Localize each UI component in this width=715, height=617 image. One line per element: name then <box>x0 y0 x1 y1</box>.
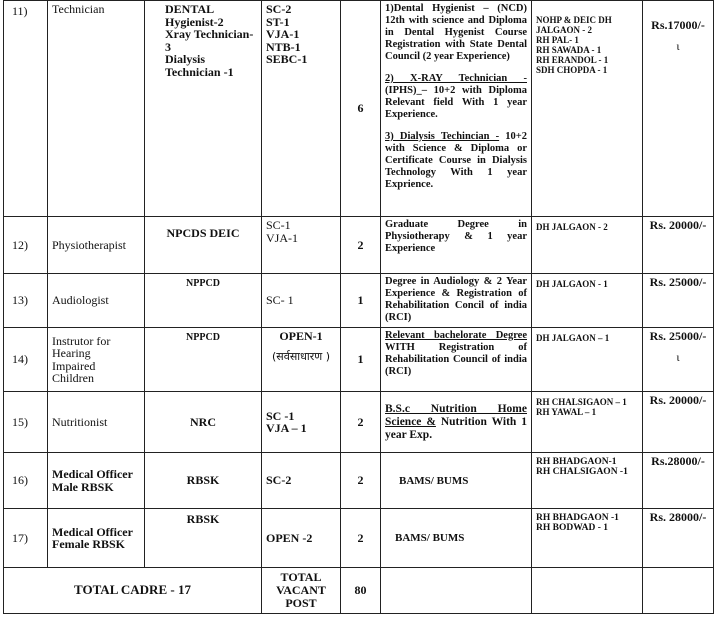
post-name <box>48 509 145 568</box>
table-row <box>4 274 714 328</box>
salary-value: Rs.17000/- <box>651 18 705 32</box>
reservation-line: SC-1 <box>266 218 291 232</box>
total-count: 80 <box>341 568 381 614</box>
qualification-dialysis <box>385 131 527 191</box>
vacancy-count: 6 <box>341 1 381 217</box>
scheme-line: Dialysis <box>165 52 206 66</box>
qualification-body: 10+2 with Science & Diploma or Certificate Course in Dialysis Technology With 1 year Exprience. <box>385 131 528 190</box>
place-cell: DH JALGAON – 1 <box>532 328 643 392</box>
scheme-cell: RBSK <box>145 509 262 568</box>
vacancy-count: 2 <box>341 453 381 509</box>
vacancy-count: 2 <box>341 392 381 453</box>
scheme-cell: NPPCD <box>145 328 262 392</box>
scheme-cell <box>145 1 262 217</box>
scheme-cell: NPCDS DEIC <box>145 217 262 274</box>
total-cadre-label: TOTAL CADRE - 17 <box>4 568 262 614</box>
place-line: RH CHALSIGAON -1 <box>536 467 628 477</box>
total-label-line: POST <box>285 596 317 610</box>
salary-cell: Rs.28000/- <box>643 453 714 509</box>
qualification-cell: BAMS/ BUMS <box>381 453 532 509</box>
serial-number: 16) <box>4 453 48 509</box>
salary-cell <box>643 328 714 392</box>
qualification-cell: BAMS/ BUMS <box>381 509 532 568</box>
salary-cell <box>643 1 714 217</box>
place-line: RH BHADGAON -1 <box>536 513 619 523</box>
scheme-line: Xray Technician- 3 <box>165 27 254 54</box>
post-line: Medical Officer <box>52 467 133 481</box>
place-cell <box>532 453 643 509</box>
place-line: RH ERANDOL - 1 <box>536 55 609 65</box>
post-line: Children <box>52 371 94 385</box>
place-cell: DH JALGAON - 2 <box>532 217 643 274</box>
reservation-line: OPEN-1 <box>279 329 323 343</box>
qualification-cell <box>381 392 532 453</box>
reservation-line: SEBC-1 <box>266 52 308 66</box>
place-line: RH CHALSIGAON – 1 <box>536 397 627 407</box>
reservation-cell <box>262 328 341 392</box>
empty-cell <box>381 568 532 614</box>
salary-cell: Rs. 28000/- <box>643 509 714 568</box>
place-line: RH PAL- 1 <box>536 35 579 45</box>
vacancy-count: 1 <box>341 274 381 328</box>
post-line: Impaired <box>52 358 96 373</box>
table-row <box>4 217 714 274</box>
qualification-dental: 1)Dental Hygienist – (NCD) 12th with science and Diploma in Dental Hygenist Course Registration with State Dental Council (2 year Experience) <box>385 3 527 62</box>
place-line: RH SAWADA - 1 <box>536 45 602 55</box>
place-line: NOHP & DEIC DH <box>536 15 612 25</box>
scheme-cell: NPPCD <box>145 274 262 328</box>
vacancy-count: 2 <box>341 509 381 568</box>
qualification-body: (IPHS)_– 10+2 with Diploma Relevant field With 1 year Experience. <box>385 85 527 120</box>
scheme-cell: NRC <box>145 392 262 453</box>
post-name: Audiologist <box>48 274 145 328</box>
place-line: RH YAWAL – 1 <box>536 407 597 417</box>
vacancy-count: 1 <box>341 328 381 392</box>
place-cell <box>532 1 643 217</box>
salary-mark: ι <box>676 38 680 53</box>
reservation-line: VJA-1 <box>266 27 300 41</box>
place-line: RH BODWAD - 1 <box>536 523 609 533</box>
table-row <box>4 453 714 509</box>
post-name: Nutritionist <box>48 392 145 453</box>
scheme-cell: RBSK <box>145 453 262 509</box>
table-row <box>4 392 714 453</box>
reservation-line: SC-2 <box>266 2 292 16</box>
reservation-cell: SC- 1 <box>262 274 341 328</box>
salary-mark: ι <box>676 349 680 364</box>
qualification-cell <box>381 328 532 392</box>
total-label-line: VACANT <box>276 583 326 597</box>
table-row <box>4 1 714 217</box>
post-name: Physiotherapist <box>48 217 145 274</box>
serial-number: 14) <box>4 328 48 392</box>
serial-number: 12) <box>4 217 48 274</box>
scheme-line: DENTAL <box>165 2 215 16</box>
post-line: Female RBSK <box>52 537 125 551</box>
salary-value: Rs. 25000/- <box>649 329 707 343</box>
place-line: JALGAON - 2 <box>536 25 592 35</box>
place-line: RH BHADGAON-1 <box>536 457 617 467</box>
post-line-text: Instrutor for <box>52 333 111 348</box>
post-line: Medical Officer <box>52 524 133 539</box>
post-name: Technician <box>48 1 145 217</box>
vacancy-table <box>3 0 714 614</box>
total-row <box>4 568 714 614</box>
qualification-xray <box>385 73 527 121</box>
qualification-body: Nutrition With 1 year Exp. <box>385 415 527 441</box>
salary-cell: Rs. 20000/- <box>643 392 714 453</box>
qualification-body: WITH Registration of Rehabilitation Council of india (RCI) <box>385 342 527 377</box>
salary-cell: Rs. 25000/- <box>643 274 714 328</box>
reservation-cell <box>262 217 341 274</box>
recruitment-table-page <box>3 0 713 615</box>
reservation-line: NTB-1 <box>266 39 301 54</box>
qualification-title: B.S.c Nutrition Home Science & <box>385 402 527 428</box>
qualification-cell: Graduate Degree in Physiotherapy & 1 year Experience <box>381 217 532 274</box>
reservation-line: (सर्वसाधारण ) <box>272 349 330 363</box>
serial-number: 13) <box>4 274 48 328</box>
scheme-line: Technician -1 <box>165 64 234 79</box>
total-label-line: TOTAL <box>280 570 322 584</box>
place-cell <box>532 509 643 568</box>
total-vacant-post-label <box>262 568 341 614</box>
post-name <box>48 453 145 509</box>
reservation-cell <box>262 392 341 453</box>
qualification-cell: Degree in Audiology & 2 Year Experience & Registration of Rehabilitation Concil of india (RCI) <box>381 274 532 328</box>
qualification-title: Relevant bachelorate Degree <box>385 330 527 341</box>
table-row <box>4 328 714 392</box>
place-cell: DH JALGAON - 1 <box>532 274 643 328</box>
qualification-title: 3) Dialysis Techincian - <box>385 131 500 142</box>
salary-cell: Rs. 20000/- <box>643 217 714 274</box>
serial-number: 15) <box>4 392 48 453</box>
qualification-title: 2) X-RAY Technician - <box>385 73 527 84</box>
place-line: SDH CHOPDA - 1 <box>536 65 608 75</box>
place-cell <box>532 392 643 453</box>
serial-number: 17) <box>4 509 48 568</box>
empty-cell <box>643 568 714 614</box>
qualification-cell <box>381 1 532 217</box>
vacancy-count: 2 <box>341 217 381 274</box>
post-name <box>48 328 145 392</box>
reservation-cell: SC-2 <box>262 453 341 509</box>
scheme-line: Hygienist-2 <box>165 14 224 29</box>
post-line: Male RBSK <box>52 479 114 494</box>
reservation-line: SC -1 <box>266 408 295 423</box>
post-line: Hearing <box>52 346 91 360</box>
reservation-line: ST-1 <box>266 14 290 29</box>
reservation-cell <box>262 1 341 217</box>
serial-number: 11) <box>4 1 48 217</box>
reservation-line: VJA – 1 <box>266 421 307 435</box>
reservation-line: VJA-1 <box>266 230 298 245</box>
empty-cell <box>532 568 643 614</box>
reservation-cell: OPEN -2 <box>262 509 341 568</box>
table-row <box>4 509 714 568</box>
